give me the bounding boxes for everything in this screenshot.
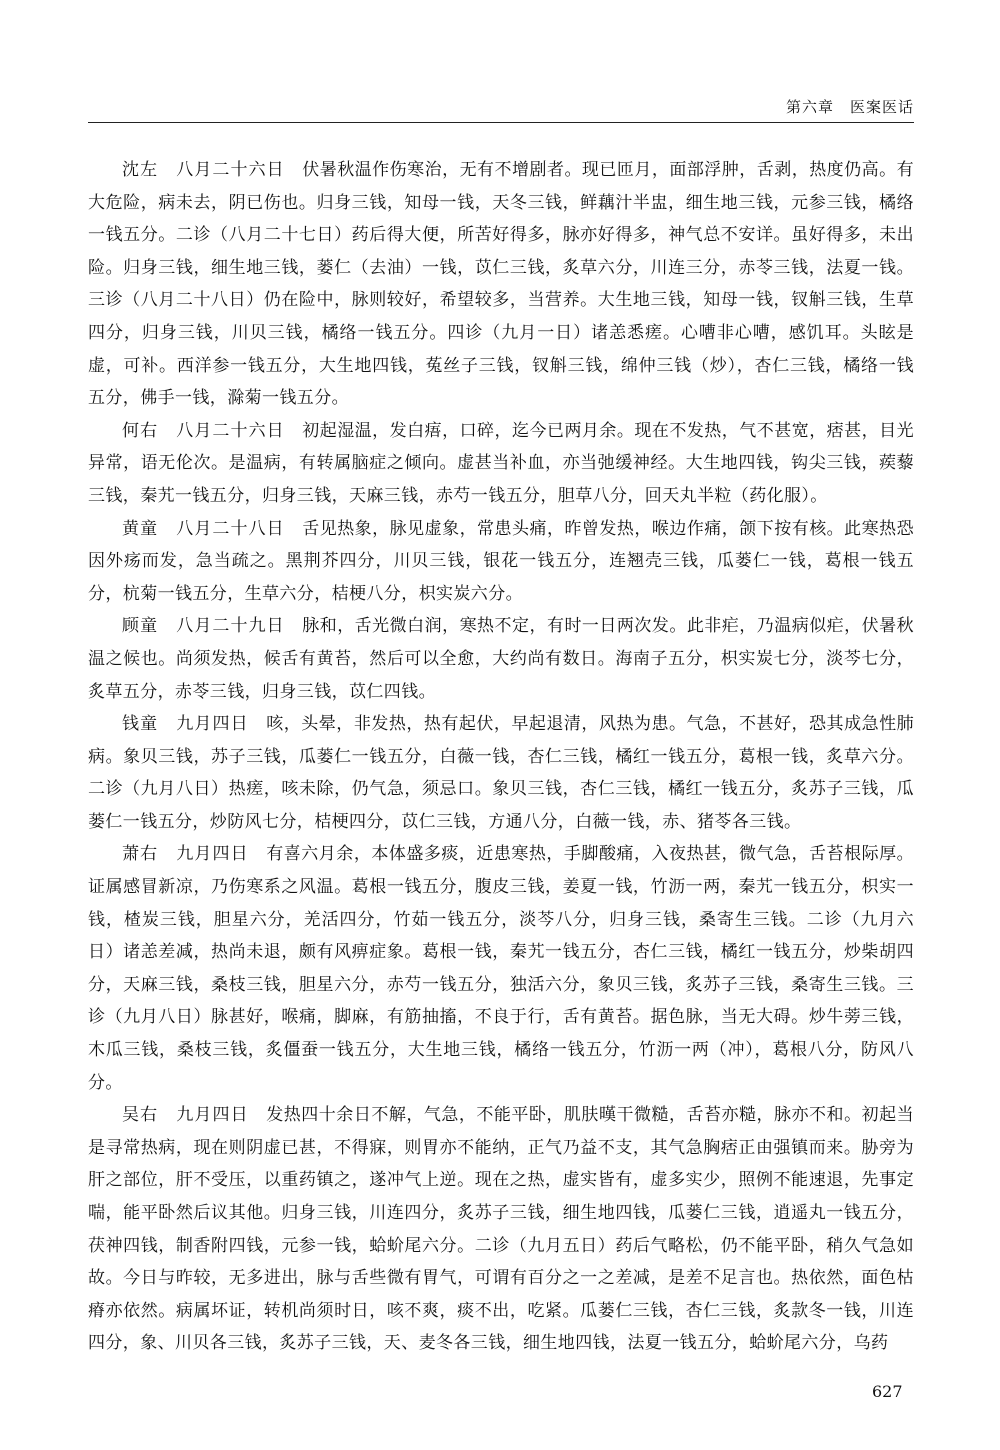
case-paragraph xyxy=(88,154,914,415)
running-header xyxy=(88,96,914,123)
case-heading: 黄童 八月二十八日 xyxy=(122,518,285,539)
case-heading: 萧右 九月四日 xyxy=(122,844,249,865)
case-text: 有喜六月余，本体盛多痰，近患寒热，手脚酸痛，入夜热甚，微气急，舌苔根际厚。证属感冒新凉，乃伤寒系之风温。葛根一钱五分，腹皮三钱，姜夏一钱，竹沥一两，秦艽一钱五分，枳实一钱，楂炭三钱，胆星六分，羌活四分，竹茹一钱五分，淡芩八分，归身三钱，桑寄生三钱。二诊（九月六日）诸恙差减，热尚未退，颇有风痹症象。葛根一钱，秦艽一钱五分，杏仁三钱，橘红一钱五分，炒柴胡四分，天麻三钱，桑枝三钱，胆星六分，赤芍一钱五分，独活六分，象贝三钱，炙苏子三钱，桑寄生三钱。三诊（九月八日）脉甚好，喉痛，脚麻，有筋抽搐，不良于行，舌有黄苔。据色脉，当无大碍。炒牛蒡三钱，木瓜三钱，桑枝三钱，炙僵蚕一钱五分，大生地三钱，橘络一钱五分，竹沥一两（冲），葛根八分，防风八分。 xyxy=(88,844,914,1093)
case-heading: 顾童 八月二十九日 xyxy=(122,616,285,637)
case-heading: 吴右 九月四日 xyxy=(122,1105,249,1126)
case-text: 伏暑秋温作伤寒治，无有不增剧者。现已匝月，面部浮肿，舌剥，热度仍高。有大危险，病未去，阴已伤也。归身三钱，知母一钱，天冬三钱，鲜藕汁半盅，细生地三钱，元参三钱，橘络一钱五分。二诊（八月二十七日）药后得大便，所苦好得多，脉亦好得多，神气总不安详。虽好得多，未出险。归身三钱，细生地三钱，蒌仁（去油）一钱，苡仁三钱，炙草六分，川连三分，赤苓三钱，法夏一钱。三诊（八月二十八日）仍在险中，脉则较好，希望较多，当营养。大生地三钱，知母一钱，钗斛三钱，生草四分，归身三钱，川贝三钱，橘络一钱五分。四诊（九月一日）诸恙悉瘥。心嘈非心嘈，感饥耳。头眩是虚，可补。西洋参一钱五分，大生地四钱，菟丝子三钱，钗斛三钱，绵仲三钱（炒），杏仁三钱，橘络一钱五分，佛手一钱，滁菊一钱五分。 xyxy=(88,160,915,409)
case-paragraph xyxy=(88,1099,914,1360)
case-text: 咳，头晕，非发热，热有起伏，早起退清，风热为患。气急，不甚好，恐其成急性肺病。象贝三钱，苏子三钱，瓜蒌仁一钱五分，白薇一钱，杏仁三钱，橘红一钱五分，葛根一钱，炙草六分。二诊（九月八日）热瘥，咳未除，仍气急，须忌口。象贝三钱，杏仁三钱，橘红一钱五分，炙苏子三钱，瓜蒌仁一钱五分，炒防风七分，桔梗四分，苡仁三钱，方通八分，白薇一钱，赤、猪苓各三钱。 xyxy=(88,714,914,832)
case-heading: 沈左 八月二十六日 xyxy=(122,160,285,180)
case-text: 舌见热象，脉见虚象，常患头痛，昨曾发热，喉边作痛，颌下按有核。此寒热恐因外疡而发，急当疏之。黑荆芥四分，川贝三钱，银花一钱五分，连翘壳三钱，瓜蒌仁一钱，葛根一钱五分，杭菊一钱五分，生草六分，桔梗八分，枳实炭六分。 xyxy=(88,518,915,604)
case-paragraph xyxy=(88,708,914,838)
case-records xyxy=(88,154,914,1360)
case-paragraph xyxy=(88,415,914,513)
chapter-title: 第六章 医案医话 xyxy=(785,98,914,116)
case-paragraph xyxy=(88,610,914,708)
watermark xyxy=(2,800,48,1070)
case-heading: 钱童 九月四日 xyxy=(122,714,249,735)
case-paragraph xyxy=(88,513,914,611)
case-text: 发热四十余日不解，气急，不能平卧，肌肤暵干微糙，舌苔亦糙，脉亦不和。初起当是寻常热病，现在则阴虚已甚，不得寐，则胃亦不能纳，正气乃益不支，其气急胸痞正由强镇而来。胁旁为肝之部位，肝不受压，以重药镇之，遂冲气上逆。现在之热，虚实皆有，虚多实少，照例不能速退，先事定喘，能平卧然后议其他。归身三钱，川连四分，炙苏子三钱，细生地四钱，瓜蒌仁三钱，逍遥丸一钱五分，茯神四钱，制香附四钱，元参一钱，蛤蚧尾六分。二诊（九月五日）药后气略松，仍不能平卧，稍久气急如故。今日与昨较，无多进出，脉与舌些微有胃气，可谓有百分之一之差减，是差不足言也。热依然，面色枯瘠亦依然。病属坏证，转机尚须时日，咳不爽，痰不出，吃紧。瓜蒌仁三钱，杏仁三钱，炙款冬一钱，川连四分，象、川贝各三钱，炙苏子三钱，天、麦冬各三钱，细生地四钱，法夏一钱五分，蛤蚧尾六分，乌药 xyxy=(88,1105,914,1354)
page-number: 627 xyxy=(872,1382,903,1401)
case-heading: 何右 八月二十六日 xyxy=(122,420,285,441)
case-text: 脉和，舌光微白润，寒热不定，有时一日两次发。此非疟，乃温病似疟，伏暑秋温之候也。尚须发热，候舌有黄苔，然后可以全愈，大约尚有数日。海南子五分，枳实炭七分，淡芩七分，炙草五分，赤苓三钱，归身三钱，苡仁四钱。 xyxy=(88,616,915,702)
case-text: 初起湿温，发白痦，口碎，迄今已两月余。现在不发热，气不甚宽，痞甚，目光异常，语无伦次。是温病，有转属脑症之倾向。虚甚当补血，亦当弛缓神经。大生地四钱，钩尖三钱，蒺藜三钱，秦艽一钱五分，归身三钱，天麻三钱，赤芍一钱五分，胆草八分，回天丸半粒（药化服）。 xyxy=(88,420,915,506)
case-paragraph xyxy=(88,838,914,1099)
